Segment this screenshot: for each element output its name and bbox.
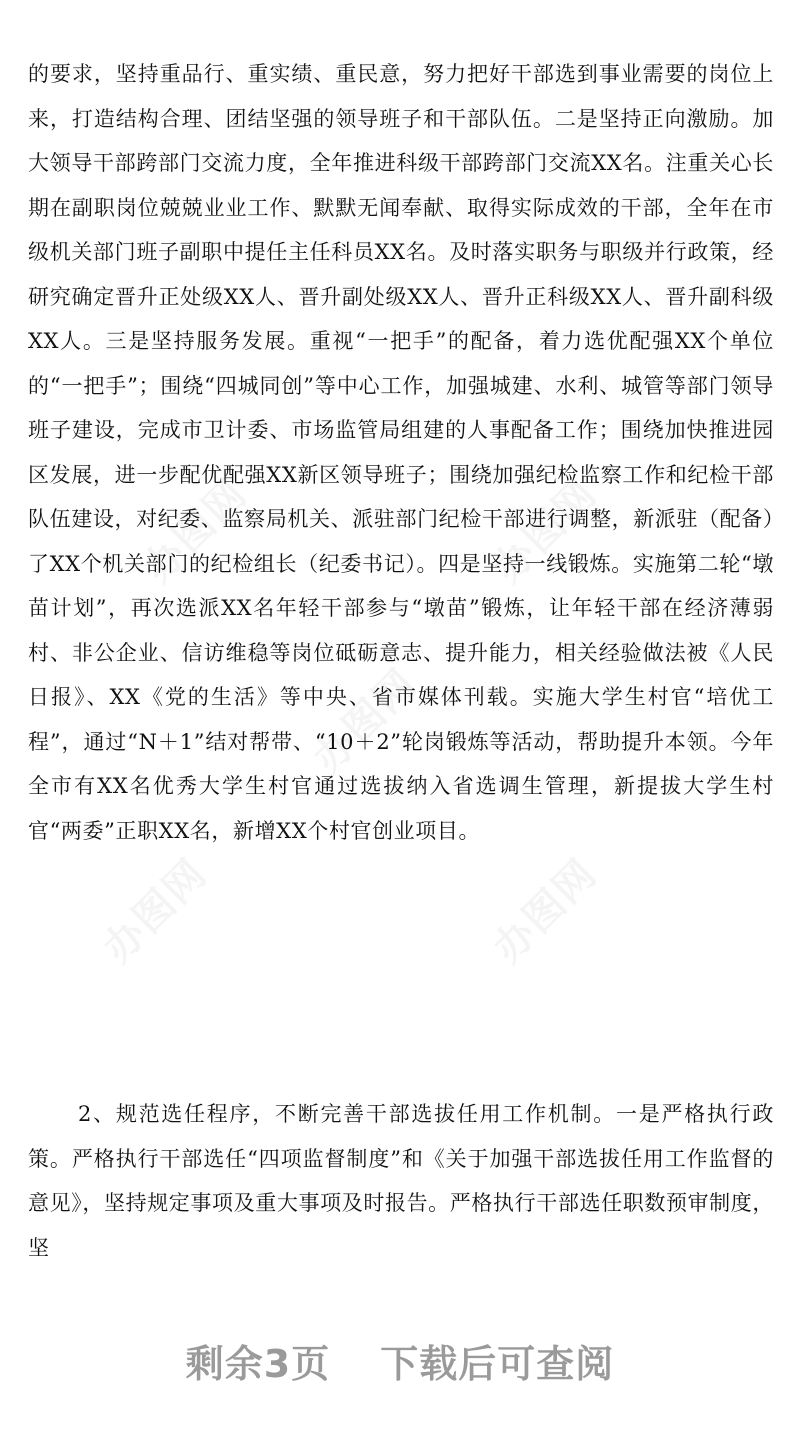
- download-to-view-label: 下载后可查阅: [380, 1342, 615, 1386]
- body-paragraph: 2、规范选任程序，不断完善干部选拔任用工作机制。一是严格执行政策。严格执行干部选任“四项监督制度”和《关于加强干部选拔任用工作监督的意见》，坚持规定事项及重大事项及时报告。严格执行干部选任职数预审制度，坚: [28, 1102, 774, 1260]
- watermark-logo: 办图网: [484, 850, 607, 972]
- download-prompt-banner[interactable]: [0, 1333, 800, 1388]
- watermark-logo: 办图网: [94, 850, 217, 972]
- body-paragraph: 的要求，坚持重品行、重实绩、重民意，努力把好干部选到事业需要的岗位上来，打造结构合理、团结坚强的领导班子和干部队伍。二是坚持正向激励。加大领导干部跨部门交流力度，全年推进科级干部跨部门交流XX名。注重关心长期在副职岗位兢兢业业工作、默默无闻奉献、取得实际成效的干部，全年在市级机关部门班子副职中提任主任科员XX名。及时落实职务与职级并行政策，经研究确定晋升正处级XX人、晋升副处级XX人、晋升正科级XX人、晋升副科级XX人。三是坚持服务发展。重视“一把手”的配备，着力选优配强XX个单位的“一把手”；围绕“四城同创”等中心工作，加强城建、水利、城管等部门领导班子建设，完成市卫计委、市场监管局组建的人事配备工作；围绕加快推进园区发展，进一步配优配强XX新区领导班子；围绕加强纪检监察工作和纪检干部队伍建设，对纪委、监察局机关、派驻部门纪检干部进行调整，新派驻（配备）了XX个机关部门的纪检组长（纪委书记）。四是坚持一线锻炼。实施第二轮“墩苗计划”，再次选派XX名年轻干部参与“墩苗”锻炼，让年轻干部在经济薄弱村、非公企业、信访维稳等岗位砥砺意志、提升能力，相关经验做法被《人民日报》、XX《党的生活》等中央、省市媒体刊载。实施大学生村官“培优工程”，通过“N＋1”结对帮带、“10＋2”轮岗锻炼等活动，帮助提升本领。今年全市有XX名优秀大学生村官通过选拔纳入省选调生管理，新提拔大学生村官“两委”正职XX名，新增XX个村官创业项目。: [28, 62, 774, 843]
- remaining-pages-label: 剩余3页: [185, 1342, 331, 1386]
- watermark-logo: 办图网: [484, 470, 607, 592]
- watermark-logo: 办图网: [304, 660, 427, 782]
- watermark-logo: 办图网: [134, 470, 257, 592]
